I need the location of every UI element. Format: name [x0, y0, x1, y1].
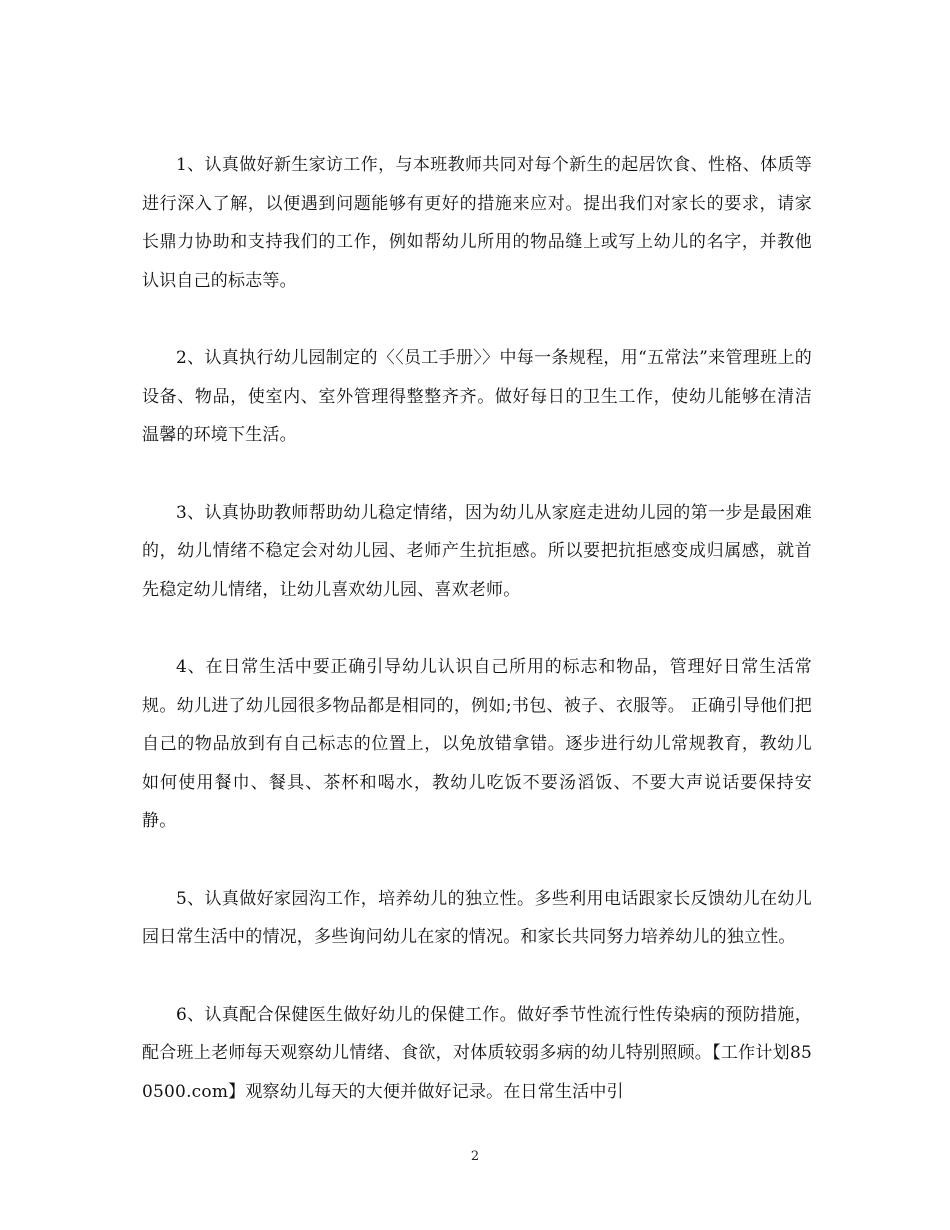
- document-body: [142, 146, 812, 1150]
- page-number: 2: [470, 1149, 480, 1164]
- paragraph-4: 4、在日常生活中要正确引导幼儿认识自己所用的标志和物品，管理好日常生活常规。幼儿进了幼儿园很多物品都是相同的，例如;书包、被子、衣服等。 正确引导他们把自己的物品放到有自己标志的位置上，以免放错拿错。逐步进行幼儿常规教育，教幼儿如何使用餐巾、餐具、茶杯和喝水，教幼儿吃饭不要汤滔饭、不要大声说话要保持安静。: [142, 657, 812, 831]
- paragraph-1: 1、认真做好新生家访工作，与本班教师共同对每个新生的起居饮食、性格、体质等进行深入了解，以便遇到问题能够有更好的措施来应对。提出我们对家长的要求，请家长鼎力协助和支持我们的工作，例如帮幼儿所用的物品缝上或写上幼儿的名字，并教他认识自己的标志等。: [142, 155, 812, 291]
- paragraph-3: 3、认真协助教师帮助幼儿稳定情绪，因为幼儿从家庭走进幼儿园的第一步是最困难的，幼儿情绪不稳定会对幼儿园、老师产生抗拒感。所以要把抗拒感变成归属感，就首先稳定幼儿情绪，让幼儿喜欢幼儿园、喜欢老师。: [142, 502, 812, 600]
- paragraph-2: 2、认真执行幼儿园制定的〈〈员工手册〉〉中每一条规程，用“五常法”来管理班上的设备、物品，使室内、室外管理得整整齐齐。做好每日的卫生工作，使幼儿能够在清洁温馨的环境下生活。: [142, 348, 812, 445]
- paragraph-5: 5、认真做好家园沟工作，培养幼儿的独立性。多些利用电话跟家长反馈幼儿在幼儿园日常生活中的情况，多些询问幼儿在家的情况。和家长共同努力培养幼儿的独立性。: [142, 888, 812, 947]
- paragraph-6: 6、认真配合保健医生做好幼儿的保健工作。做好季节性流行性传染病的预防措施，配合班上老师每天观察幼儿情绪、食欲，对体质较弱多病的幼儿特别照顾。【工作计划850500.com】观察幼儿每天的大便并做好记录。在日常生活中引: [142, 1004, 812, 1102]
